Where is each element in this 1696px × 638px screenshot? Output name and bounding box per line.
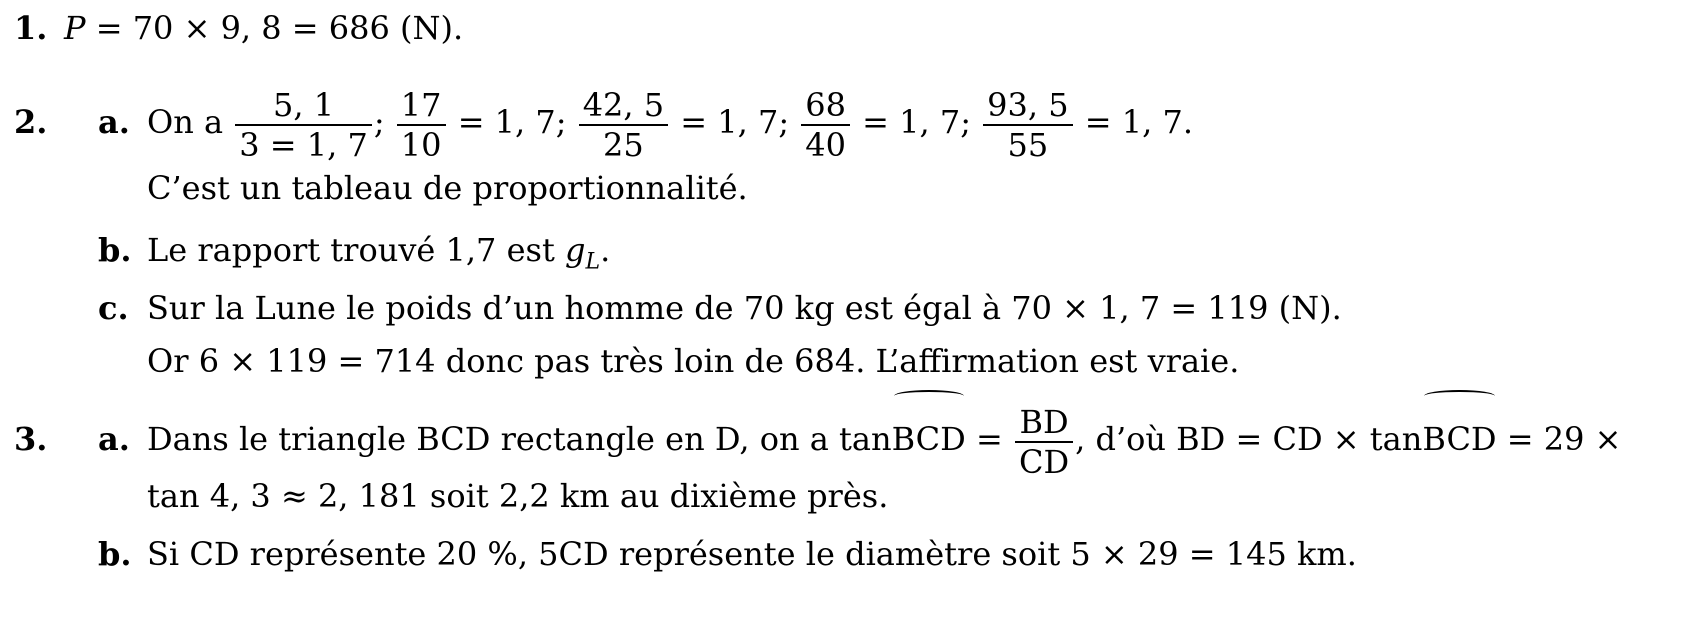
question-2a-ratios <box>147 77 1193 167</box>
weight-variable: P <box>64 9 86 47</box>
fraction-5-denominator: 55 <box>1007 125 1049 164</box>
equals-5: = 1, 7. <box>1084 103 1193 141</box>
fraction-1 <box>235 86 372 164</box>
angle-bcd-2: BCD <box>1422 394 1496 484</box>
question-3b-text: Si CD représente 20 %, 5CD représente le diamètre soit 5 × 29 = 145 km. <box>147 535 1357 573</box>
separator-1: ; <box>373 103 385 141</box>
fraction-2-numerator: 17 <box>397 86 446 126</box>
tangent-denominator: CD <box>1018 442 1070 481</box>
tangent-numerator: BD <box>1015 403 1073 443</box>
fraction-3 <box>579 86 668 164</box>
fraction-4 <box>801 86 850 164</box>
question-2-number: 2. <box>14 103 48 141</box>
angle-bcd-1: BCD <box>892 394 966 484</box>
tangent-fraction <box>1015 403 1073 481</box>
question-3b-label: b. <box>98 535 132 573</box>
question-2a-label: a. <box>98 103 130 141</box>
question-2c-line-2: Or 6 × 119 = 714 donc pas très loin de 684. L’affirmation est vraie. <box>147 342 1240 380</box>
equals-sign: = <box>965 420 1013 458</box>
question-2a-conclusion: C’est un tableau de proportionnalité. <box>147 169 748 207</box>
equals-4: = 1, 7; <box>862 103 971 141</box>
question-2b-label: b. <box>98 231 132 269</box>
weight-equation: = 70 × 9, 8 = 686 (N). <box>85 9 464 47</box>
fraction-5-numerator: 93, 5 <box>983 86 1072 126</box>
equals-3: = 1, 7; <box>680 103 790 141</box>
fraction-2-denominator: 10 <box>400 125 442 164</box>
ratio-end: . <box>600 231 611 269</box>
fraction-3-numerator: 42, 5 <box>579 86 668 126</box>
question-3a-line-2: tan 4, 3 ≈ 2, 181 soit 2,2 km au dixième près. <box>147 477 889 515</box>
question-2c-label: c. <box>98 289 129 327</box>
fraction-4-denominator: 40 <box>805 125 846 164</box>
question-3a-label: a. <box>98 420 130 458</box>
question-3a-line-1 <box>147 394 1621 484</box>
fraction-3-denominator: 25 <box>603 125 644 164</box>
fraction-1-numerator: 5, 1 <box>235 86 372 126</box>
ratio-text: Le rapport trouvé 1,7 est <box>147 231 565 269</box>
intro-text: On a <box>147 103 224 141</box>
triangle-text: Dans le triangle BCD rectangle en D, on a tan <box>147 420 892 458</box>
fraction-2 <box>397 86 446 164</box>
fraction-4-numerator: 68 <box>801 86 850 126</box>
gravity-symbol: g <box>564 231 586 269</box>
gravity-subscript: L <box>585 249 601 275</box>
question-3-number: 3. <box>14 420 48 458</box>
product-text: = 29 × <box>1496 420 1622 458</box>
fraction-5 <box>983 86 1072 164</box>
equals-2: = 1, 7; <box>457 103 567 141</box>
fraction-1-denominator: 3 = 1, 7 <box>239 125 368 164</box>
question-1-text <box>64 8 463 48</box>
question-2b-text <box>147 230 610 282</box>
question-1-number: 1. <box>14 9 48 47</box>
deduction-text: , d’où BD = CD × tan <box>1075 420 1423 458</box>
question-2c-line-1: Sur la Lune le poids d’un homme de 70 kg est égal à 70 × 1, 7 = 119 (N). <box>147 289 1342 327</box>
